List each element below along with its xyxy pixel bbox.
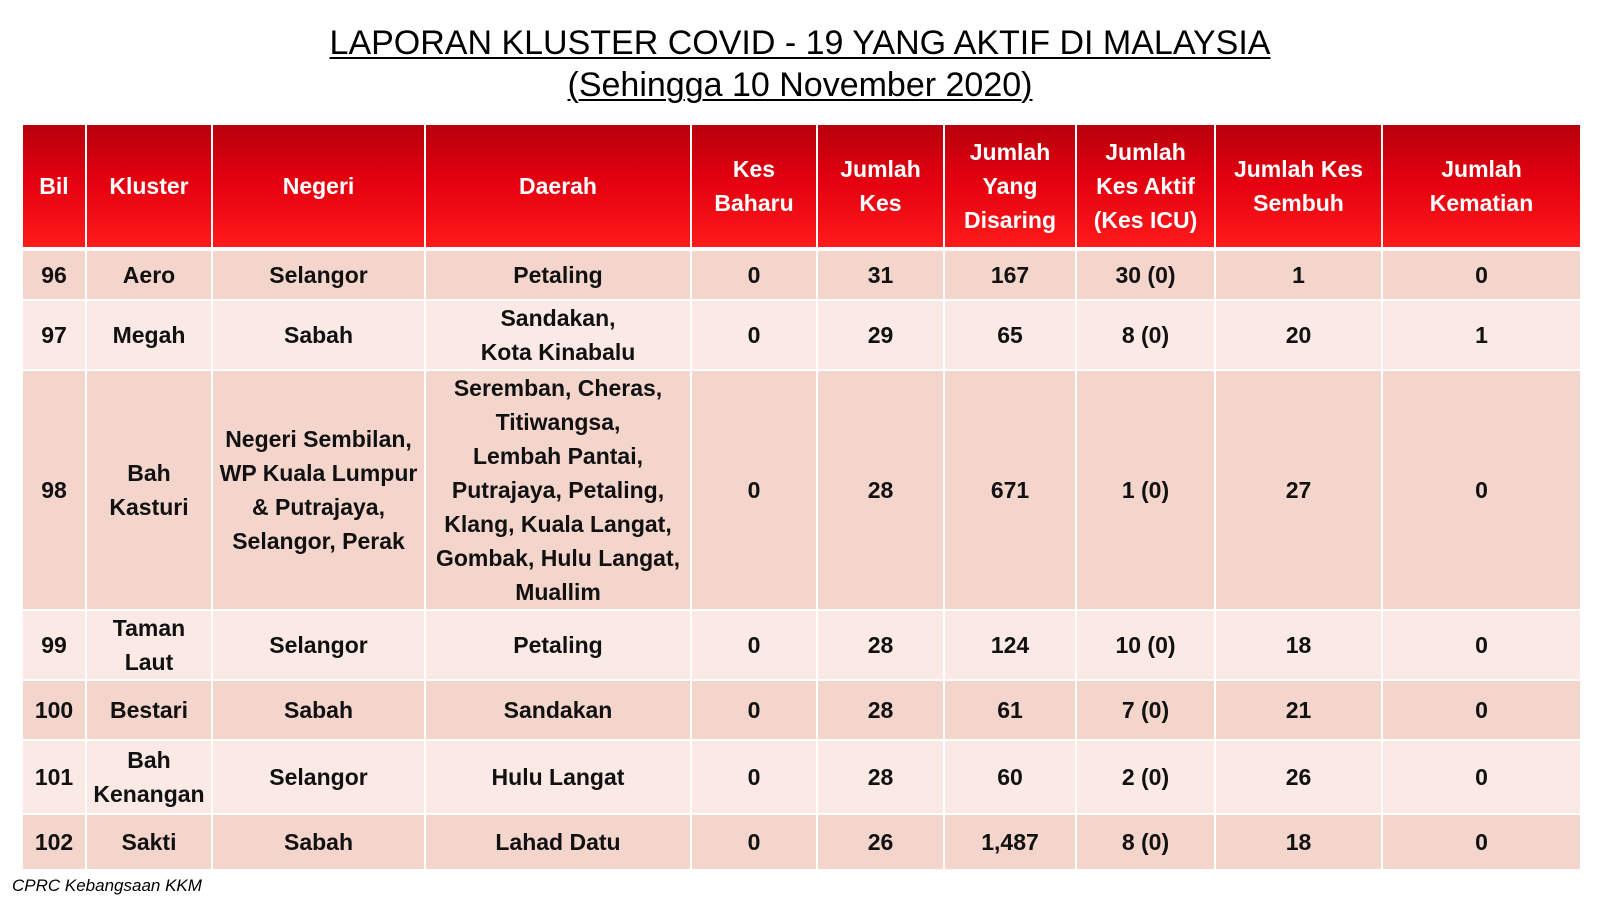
cell-kes-baharu: 0 [692, 371, 818, 611]
header-jumlah-kes: Jumlah Kes [818, 125, 945, 251]
cell-daerah: Lahad Datu [426, 815, 692, 871]
cell-kluster: Taman Laut [87, 611, 213, 681]
cell-kluster: Aero [87, 251, 213, 301]
cell-kluster: Bah Kenangan [87, 741, 213, 815]
page-title [0, 22, 1600, 106]
cell-daerah: Hulu Langat [426, 741, 692, 815]
cell-kes-baharu: 0 [692, 681, 818, 741]
cell-negeri: Selangor [213, 251, 426, 301]
table-row [23, 611, 1582, 681]
header-jumlah-disaring: Jumlah Yang Disaring [945, 125, 1077, 251]
cell-kes-aktif: 10 (0) [1077, 611, 1216, 681]
header-bil: Bil [23, 125, 87, 251]
cell-sembuh: 1 [1216, 251, 1383, 301]
cell-negeri: Sabah [213, 301, 426, 371]
cell-kematian: 0 [1383, 681, 1582, 741]
table-row [23, 741, 1582, 815]
cell-sembuh: 26 [1216, 741, 1383, 815]
cell-kes-aktif: 7 (0) [1077, 681, 1216, 741]
cell-kluster: Bestari [87, 681, 213, 741]
header-kes-baharu: Kes Baharu [692, 125, 818, 251]
cell-jumlah-kes: 29 [818, 301, 945, 371]
cell-bil: 99 [23, 611, 87, 681]
cell-jumlah-disaring: 167 [945, 251, 1077, 301]
cell-sembuh: 18 [1216, 815, 1383, 871]
cell-negeri: Selangor [213, 741, 426, 815]
cell-negeri: Sabah [213, 681, 426, 741]
cell-jumlah-kes: 28 [818, 371, 945, 611]
cell-kluster: Sakti [87, 815, 213, 871]
cell-negeri: Sabah [213, 815, 426, 871]
cell-kematian: 0 [1383, 741, 1582, 815]
cell-kes-aktif: 30 (0) [1077, 251, 1216, 301]
header-kluster: Kluster [87, 125, 213, 251]
cell-kes-baharu: 0 [692, 301, 818, 371]
cell-kes-baharu: 0 [692, 611, 818, 681]
cell-kematian: 0 [1383, 371, 1582, 611]
cell-daerah: Petaling [426, 251, 692, 301]
cell-kes-aktif: 8 (0) [1077, 301, 1216, 371]
cell-sembuh: 21 [1216, 681, 1383, 741]
cell-daerah: Petaling [426, 611, 692, 681]
header-negeri: Negeri [213, 125, 426, 251]
cell-kluster: Megah [87, 301, 213, 371]
cell-daerah: Sandakan, Kota Kinabalu [426, 301, 692, 371]
cell-kes-aktif: 8 (0) [1077, 815, 1216, 871]
table-row [23, 301, 1582, 371]
cell-sembuh: 18 [1216, 611, 1383, 681]
cell-sembuh: 20 [1216, 301, 1383, 371]
header-jumlah-kes-aktif: Jumlah Kes Aktif (Kes ICU) [1077, 125, 1216, 251]
cell-bil: 97 [23, 301, 87, 371]
cell-bil: 98 [23, 371, 87, 611]
cell-jumlah-kes: 31 [818, 251, 945, 301]
cell-kes-aktif: 1 (0) [1077, 371, 1216, 611]
cell-jumlah-kes: 28 [818, 611, 945, 681]
cell-bil: 101 [23, 741, 87, 815]
header-jumlah-sembuh: Jumlah Kes Sembuh [1216, 125, 1383, 251]
table-row [23, 371, 1582, 611]
cell-bil: 96 [23, 251, 87, 301]
table-header-row [23, 125, 1582, 251]
header-daerah: Daerah [426, 125, 692, 251]
title-line-1: LAPORAN KLUSTER COVID - 19 YANG AKTIF DI MALAYSIA [329, 24, 1271, 62]
cell-jumlah-disaring: 1,487 [945, 815, 1077, 871]
cell-kematian: 0 [1383, 815, 1582, 871]
cell-negeri: Selangor [213, 611, 426, 681]
cell-jumlah-disaring: 60 [945, 741, 1077, 815]
cell-kes-baharu: 0 [692, 815, 818, 871]
cell-bil: 102 [23, 815, 87, 871]
table-row [23, 681, 1582, 741]
cell-negeri: Negeri Sembilan, WP Kuala Lumpur & Putrajaya, Selangor, Perak [213, 371, 426, 611]
cell-jumlah-disaring: 65 [945, 301, 1077, 371]
cell-kes-baharu: 0 [692, 251, 818, 301]
table-row [23, 815, 1582, 871]
header-jumlah-kematian: Jumlah Kematian [1383, 125, 1582, 251]
cell-daerah: Seremban, Cheras, Titiwangsa, Lembah Pantai, Putrajaya, Petaling, Klang, Kuala Langat, Gombak, Hulu Langat, Muallim [426, 371, 692, 611]
cell-daerah: Sandakan [426, 681, 692, 741]
cell-kluster: Bah Kasturi [87, 371, 213, 611]
cell-kematian: 0 [1383, 251, 1582, 301]
cell-kes-aktif: 2 (0) [1077, 741, 1216, 815]
cell-kes-baharu: 0 [692, 741, 818, 815]
cell-jumlah-disaring: 671 [945, 371, 1077, 611]
cell-jumlah-kes: 26 [818, 815, 945, 871]
cluster-table [23, 125, 1582, 871]
cell-kematian: 0 [1383, 611, 1582, 681]
cell-jumlah-disaring: 61 [945, 681, 1077, 741]
table-row [23, 251, 1582, 301]
cell-kematian: 1 [1383, 301, 1582, 371]
cell-sembuh: 27 [1216, 371, 1383, 611]
cell-jumlah-disaring: 124 [945, 611, 1077, 681]
cell-jumlah-kes: 28 [818, 741, 945, 815]
source-footer: CPRC Kebangsaan KKM [12, 876, 202, 895]
cell-jumlah-kes: 28 [818, 681, 945, 741]
title-line-2: (Sehingga 10 November 2020) [567, 66, 1033, 104]
cell-bil: 100 [23, 681, 87, 741]
